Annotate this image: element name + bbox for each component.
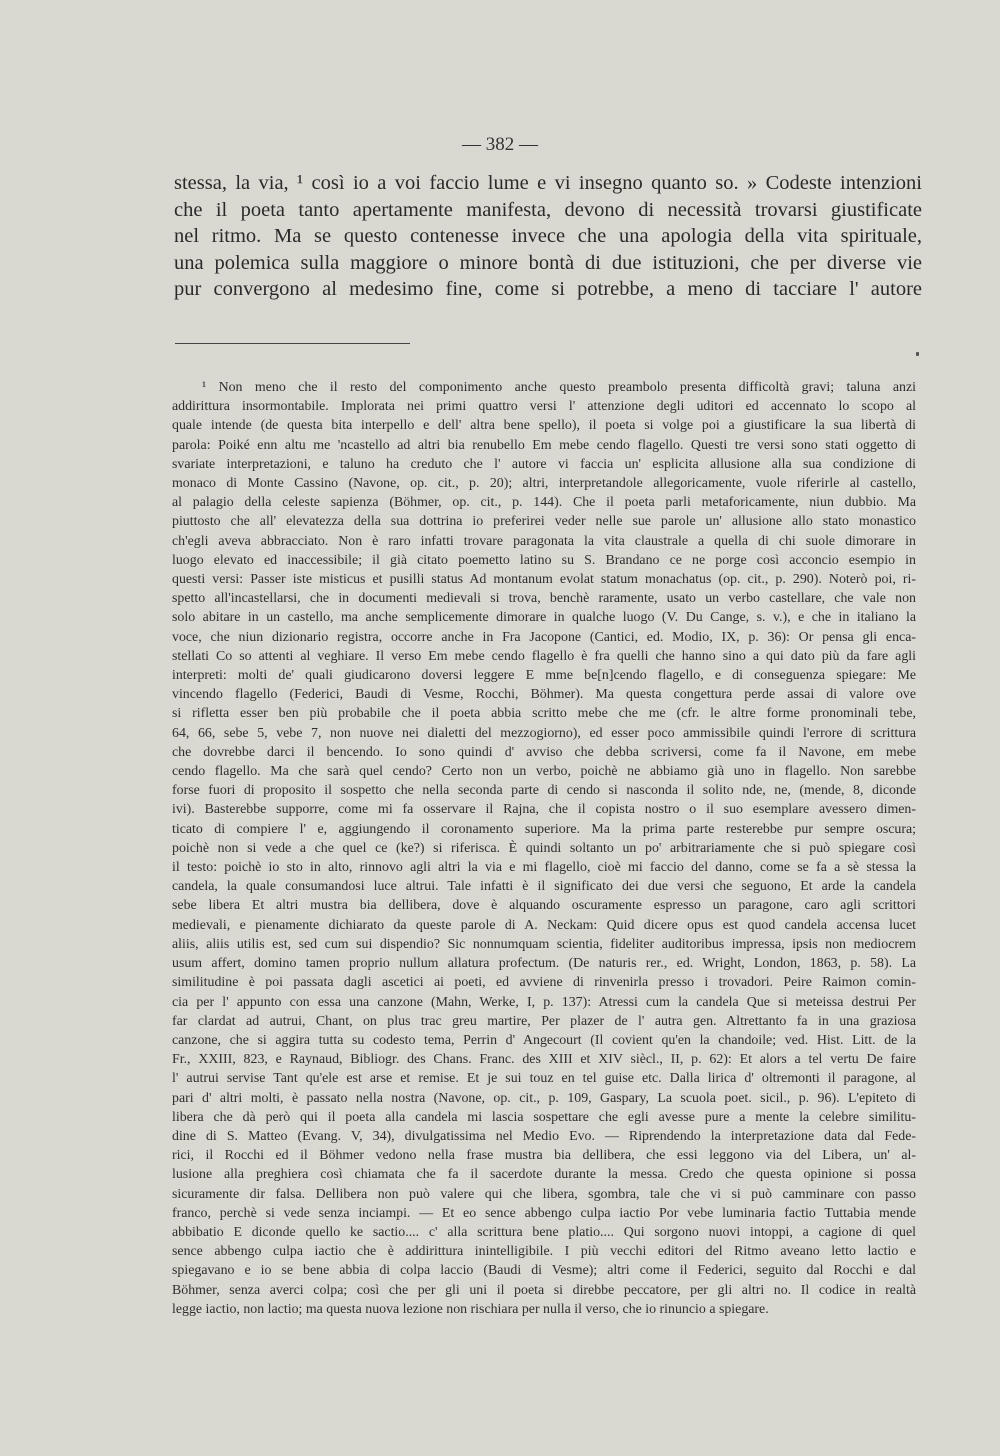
footnote-line: luogo elevato ed inaccessibile; il già citato poemetto latino su S. Brandano ce ne porge così acconcio esempio in <box>172 552 916 568</box>
footnote-line: dine di S. Matteo (Evang. V, 34), divulgatissima nel Medio Evo. — Riprendendo la interpretazione data dal Fede- <box>172 1128 916 1144</box>
footnote-line: franco, perchè si vede senza inciampi. — Et eo sence abbengo culpa iactio Por vebe luminaria factio Tuttabia mende <box>172 1205 916 1221</box>
footnote-line: poichè non si vede a che quel ce (ke?) si riferisca. È quindi soltanto un po' arbitrariamente che si può spiegare così <box>172 840 916 856</box>
footnote-line: che dovrebbe darci il bencendo. Io sono quindi d' avviso che debba scriversi, come fa il Navone, em mebe <box>172 744 916 760</box>
footnote-line: spetto all'incastellarsi, che in documenti medievali si trova, benchè raramente, usato un verbo castellare, che vale non <box>172 591 916 607</box>
footnote-line: interpreti: molti de' quali giudicarono doversi leggere E mme be[n]cendo flagello, e di conseguenza spiegare: Me <box>172 668 916 684</box>
footnote-line: abbibatio E diconde quello ke sactio.... c' alla scrittura bene platio.... Qui sorgono nuovi intoppi, a cagione di quel <box>172 1224 916 1240</box>
footnote-line: il testo: poichè io sto in alto, rinnovo agli altri la via e mi flagello, cioè mi faccio del danno, come se fa a sè stessa la <box>172 860 916 876</box>
footnote-line: rici, il Rocchi ed il Böhmer vedono nella frase mustra bia dellibera, che essi leggono via del Libera, un' al- <box>172 1148 916 1164</box>
footnote-line: aliis, aliis utilis est, sed cum sui dispendio? Sic nonnumquam scientia, fideliter auditoribus impressa, ipsis non mediocrem <box>172 936 916 952</box>
footnote-line: quale intende (de questa bita interpello e dell' altra bene spello), il poeta si volge poi a giustificare la sua libertà di <box>172 418 916 434</box>
ink-speck <box>916 352 919 356</box>
footnote-line: pari d' altri molti, è passato nella nostra (Navone, op. cit., p. 109, Gaspary, La scuola poet. sicil., p. 96). L'epiteto di <box>172 1090 916 1106</box>
footnote-separator <box>175 343 410 344</box>
text-line: che il poeta tanto apertamente manifesta, devono di necessità trovarsi giustificate <box>174 198 922 221</box>
footnote <box>172 378 916 1319</box>
footnote-line: ticato di compiere l' e, aggiungendo il coronamento superiore. Ma la prima parte resterebbe pur sempre oscura; <box>172 821 916 837</box>
footnote-line: svariate interpretazioni, e taluno ha creduto che l' autore vi faccia un' esplicita allusione alla sua condizione di <box>172 456 916 472</box>
footnote-line: similitudine è poi passata dagli ascetici ai poeti, ed avviene di rinvenirla presso i trovadori. Peire Raimon comin- <box>172 975 916 991</box>
footnote-line: spiegavano e io se bene abbia di colpa laccio (Baudi di Vesme); altri come il Federici, seguito dal Rocchi e dal <box>172 1263 916 1279</box>
text-line: una polemica sulla maggiore o minore bontà di due istituzioni, che per diverse vie <box>174 251 922 274</box>
page-number: — 382 — <box>462 134 538 155</box>
text-line: nel ritmo. Ma se questo contenesse invece che una apologia della vita spirituale, <box>174 225 922 247</box>
footnote-line: medievali, e pienamente dichiarato da queste parole di A. Neckam: Quid dicere opus est quod candela accensa lucet <box>172 917 916 933</box>
footnote-line: sicuramente dir falsa. Dellibera non può valere qui che libera, sgombra, tale che vi si può camminare con passo <box>172 1186 916 1202</box>
footnote-line: Fr., XXIII, 823, e Raynaud, Bibliogr. des Chans. Franc. des XIII et XIV siècl., II, p. 62): Et alors a tel vertu De faire <box>172 1052 916 1068</box>
text-line: pur convergono al medesimo fine, come si potrebbe, a meno di tacciare l' autore <box>174 278 922 300</box>
footnote-line: ¹ Non meno che il resto del componimento anche questo preambolo presenta difficoltà gravi; taluna anzi <box>202 380 916 395</box>
footnote-line: solo abitare in un castello, ma anche semplicemente dimorare in qualche luogo (V. Du Cange, s. v.), e che in italiano la <box>172 610 916 626</box>
footnote-line: monaco di Monte Cassino (Navone, op. cit., p. 20); altri, interpretandole allegoricamente, vuole riferirle al castello, <box>172 476 916 492</box>
footnote-line: usum affert, domino tamen proprio nullum allatura profectum. (De naturis rer., ed. Wright, London, 1863, p. 58). La <box>172 956 916 972</box>
footnote-line: ivi). Basterebbe supporre, come mi fa osservare il Rajna, che il copista nostro o il suo esemplare avessero dimen- <box>172 802 916 818</box>
footnote-line: sebe libera Et altri mustra bia dellibera, dove è alquando oscuramente espresso un paragone, caro agli scrittori <box>172 898 916 914</box>
footnote-line: canzone, che si aggira tutta su codesto tema, Perrin d' Angecourt (Il covient qu'en la chandoile; ved. Hist. Litt. de la <box>172 1032 916 1048</box>
footnote-line: Böhmer, senza averci colpa; così che per gli uni il poeta si direbbe peccatore, per gli altri no. Il codice in realtà <box>172 1282 916 1298</box>
footnote-line: forse fuori di proposito il sospetto che nella seconda parte di cendo si nasconda il solito nde, ne, (mende, 8, diconde <box>172 783 916 799</box>
footnote-line: voce, che niun dizionario registra, occorre anche in Fra Jacopone (Cantici, ed. Modio, IX, p. 36): Or pensa gli enca- <box>172 629 916 645</box>
footnote-line: al palagio della celeste sapienza (Böhmer, op. cit., p. 144). Che il poeta parli metaforicamente, niun dubbio. Ma <box>172 495 916 511</box>
footnote-line: candela, la quale consumandosi luce altrui. Tale infatti è il significato dei due versi che seguono, Et arde la candela <box>172 879 916 895</box>
footnote-line: cendo flagello. Ma che sarà quel cendo? Certo non un verbo, poichè ne abbiamo già uno in flagello. Non sarebbe <box>172 764 916 780</box>
footnote-line: sence abbengo culpa iactio che è addirittura inintelligibile. I più vecchi editori del Ritmo aveano letto lactio e <box>172 1244 916 1260</box>
footnote-line: cia per l' appunto con essa una canzone (Mahn, Werke, I, p. 137): Atressi cum la candela Que si meteissa destrui Per <box>172 994 916 1010</box>
footnote-line: legge iactio, non lactio; ma questa nuova lezione non rischiara per nulla il verso, che io rinuncio a spiegare. <box>172 1301 769 1317</box>
footnote-line: 64, 66, sebe 5, vebe 7, non nuove nei dialetti del mezzogiorno), ed esser poco ammissibile quindi l'errore di scrittura <box>172 725 916 741</box>
footnote-line: si rifletta esser ben più probabile che il poeta abbia scritto mebe che me (cfr. le altre forme pronominali tebe, <box>172 706 916 722</box>
footnote-line: lusione alla preghiera così chiamata che fa il sacerdote durante la messa. Credo che questa opinione si possa <box>172 1167 916 1183</box>
footnote-line: questi versi: Passer iste misticus et pusilli status Ad montanum evolat statum monachatus (op. cit., p. 290). Noterò poi, ri- <box>172 572 916 588</box>
footnote-line: parola: Poiké enn altu me 'ncastello ad altri bia renubello Em mebe cendo flagello. Questi tre versi sono stati oggetto di <box>172 437 916 453</box>
footnote-line: ch'egli aveva abbracciato. Non è raro infatti trovare paragonata la vita claustrale a quella di chi suole dimorare in <box>172 533 916 549</box>
footnote-line: stellati Co so attenti al veghiare. Il verso Em mebe cendo flagello è fra quelli che hanno sino a qui dato più da fare agli <box>172 648 916 664</box>
footnote-line: piuttosto che all' elevatezza della sua dottrina io preferirei veder nelle sue parole un' allusione allo stato monastico <box>172 514 916 530</box>
footnote-line: addirittura insormontabile. Implorata nei primi quattro versi l' attenzione degli uditori ed accennato lo scopo al <box>172 399 916 415</box>
footnote-line: l' autrui servise Tant qu'ele est arse et remise. Et je sui touz en tel guise etc. Dalla lirica d' oltremonti il paragone, al <box>172 1071 916 1087</box>
footnote-line: libera che dà però qui il poeta alla candela mi lascia sospettare che egli avesse pure a mente la celebre similitu- <box>172 1109 916 1125</box>
text-line: stessa, la via, ¹ così io a voi faccio lume e vi insegno quanto so. » Codeste intenzioni <box>174 172 922 194</box>
footnote-line: far clardat ad autrui, Chant, on plus trac greu martire, Per plazer de l' autra gen. Altrettanto fa in una graziosa <box>172 1013 916 1029</box>
main-text <box>174 170 922 303</box>
footnote-line: vincendo flagello (Federici, Baudi di Vesme, Rocchi, Böhmer). Ma questa congettura perde assai di valore ove <box>172 687 916 703</box>
